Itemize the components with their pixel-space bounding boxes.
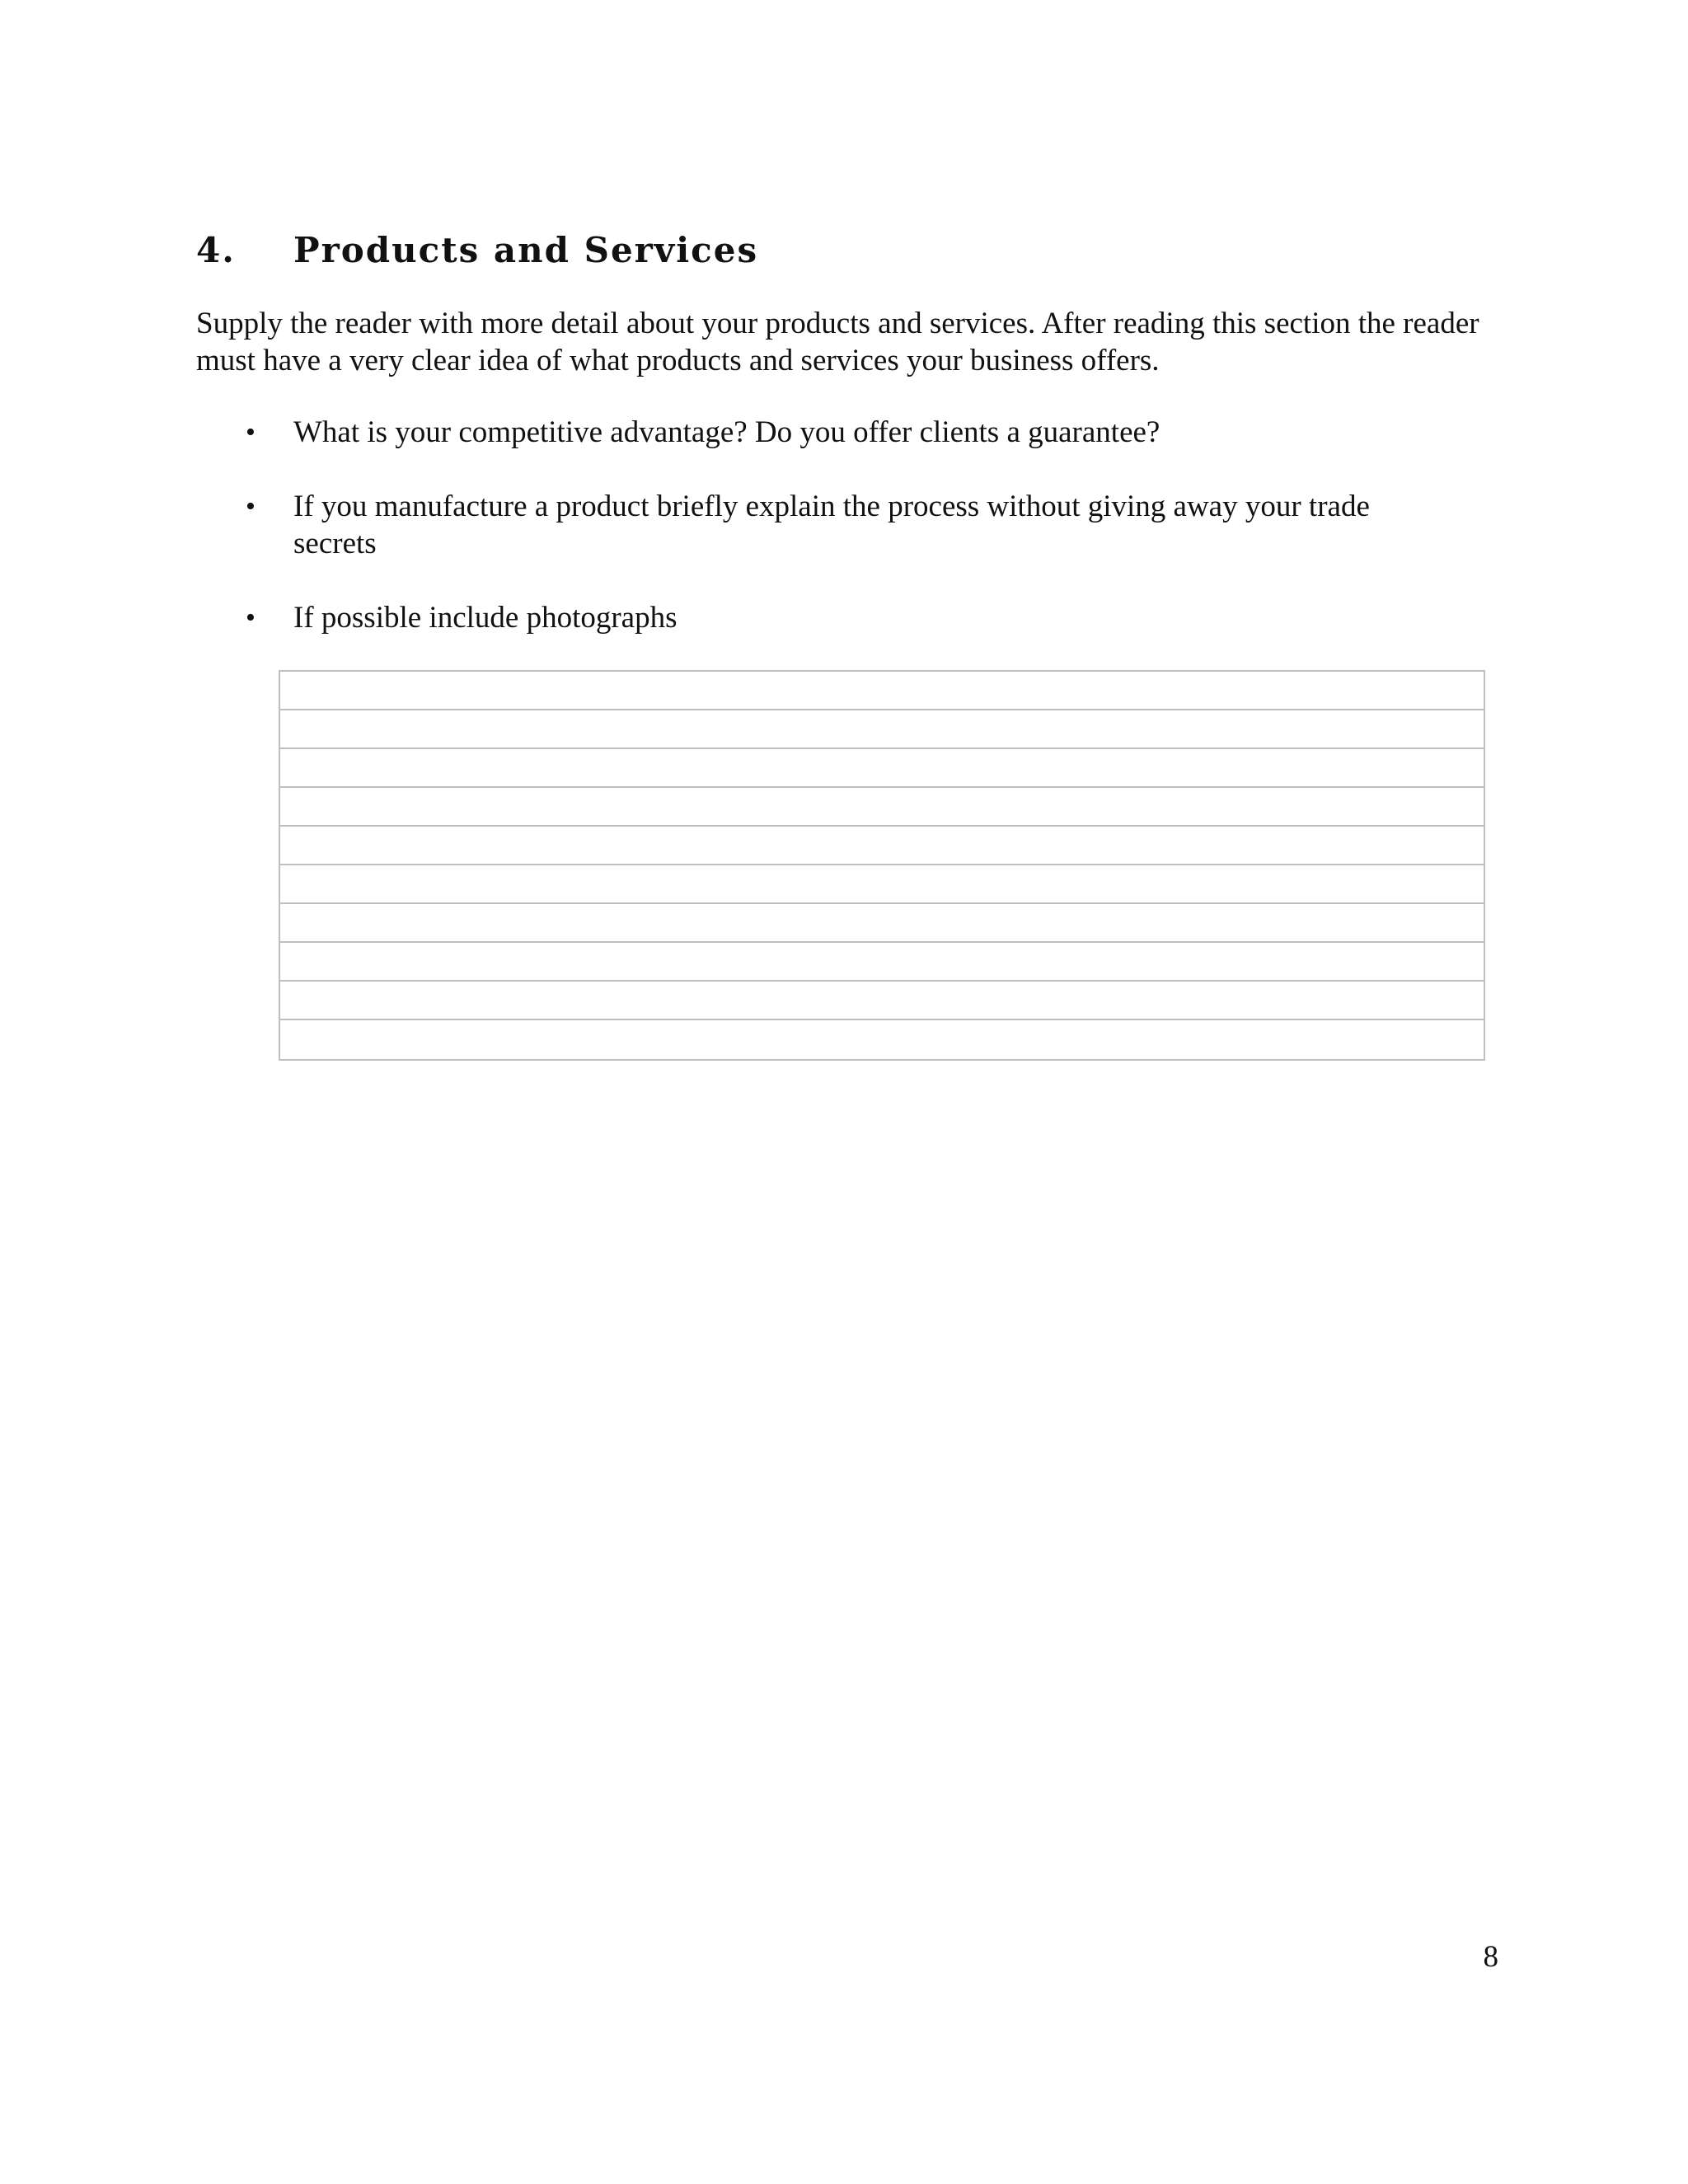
writing-line[interactable] xyxy=(280,904,1484,943)
writing-line[interactable] xyxy=(280,982,1484,1020)
writing-area-box[interactable] xyxy=(279,670,1485,1061)
writing-line[interactable] xyxy=(280,1020,1484,1059)
bullet-item xyxy=(196,414,1447,451)
bullet-icon: • xyxy=(246,417,256,448)
writing-line[interactable] xyxy=(280,943,1484,982)
section-title: Products and Services xyxy=(293,230,759,270)
bullet-list xyxy=(196,414,1498,673)
bullet-item xyxy=(196,488,1447,562)
section-number: 4. xyxy=(196,230,236,270)
page-number: 8 xyxy=(1483,1940,1498,1974)
bullet-text: If you manufacture a product briefly explain the process without giving away your trade secrets xyxy=(293,490,1370,560)
writing-line[interactable] xyxy=(280,749,1484,788)
writing-line[interactable] xyxy=(280,672,1484,710)
bullet-text: If possible include photographs xyxy=(293,601,678,635)
writing-line[interactable] xyxy=(280,710,1484,749)
writing-line[interactable] xyxy=(280,865,1484,904)
intro-paragraph: Supply the reader with more detail about your products and services. After reading this section the reader must have a very clear idea of what products and services your business offers. xyxy=(196,307,1479,377)
writing-line[interactable] xyxy=(280,788,1484,827)
bullet-item xyxy=(196,599,1447,636)
section-heading xyxy=(196,226,758,275)
writing-line[interactable] xyxy=(280,827,1484,865)
bullet-text: What is your competitive advantage? Do you offer clients a guarantee? xyxy=(293,415,1160,449)
bullet-icon: • xyxy=(246,491,256,522)
bullet-icon: • xyxy=(246,602,256,633)
